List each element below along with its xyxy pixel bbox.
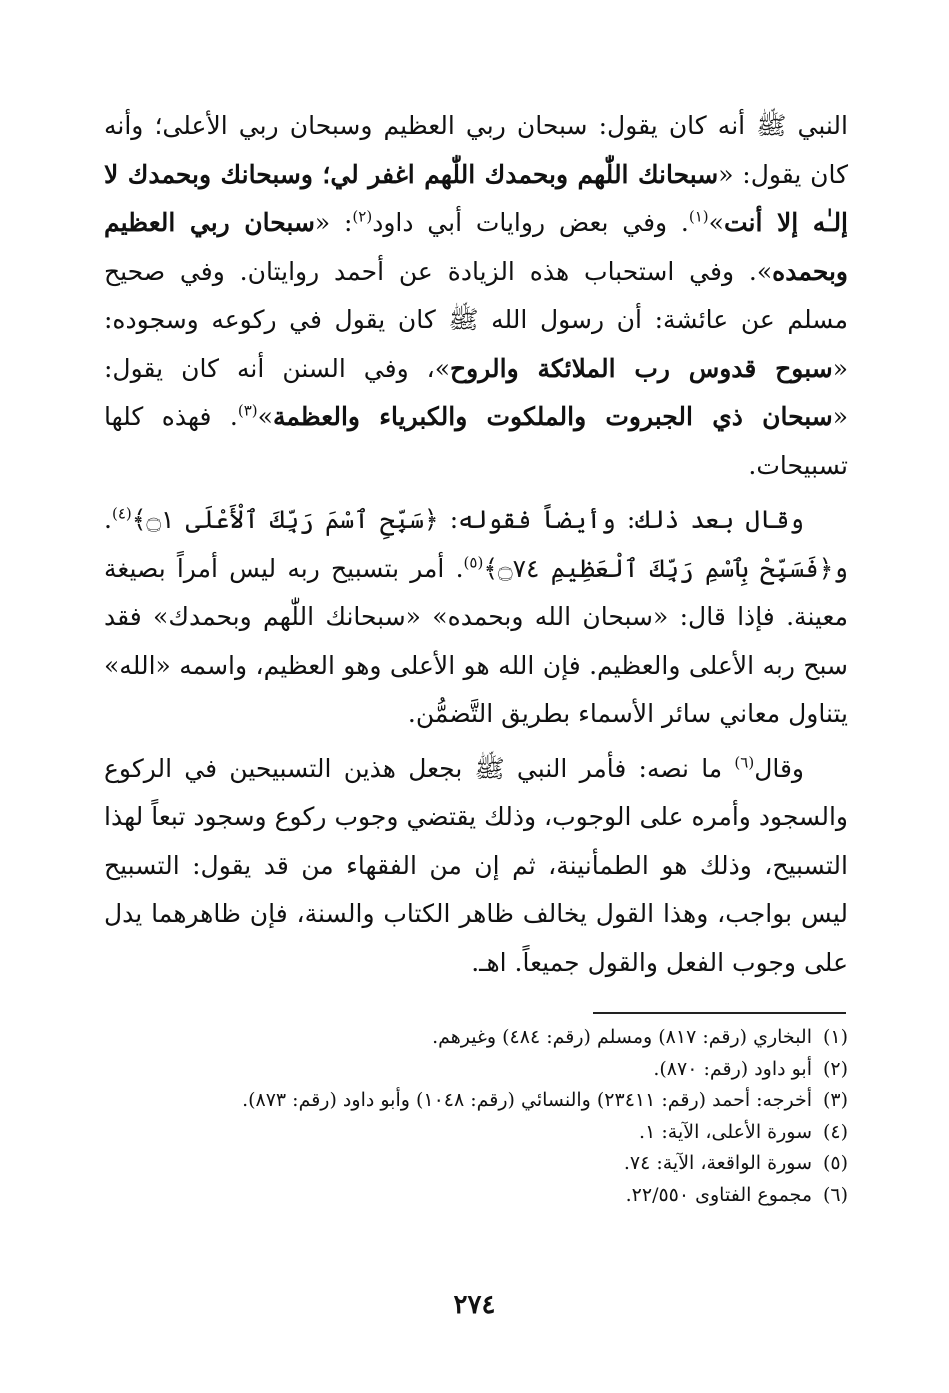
footnote-text: أبو داود (رقم: ٨٧٠). (653, 1057, 812, 1080)
footnote-item (104, 1022, 848, 1054)
paragraph (104, 745, 848, 988)
text-run: » (708, 208, 724, 237)
footnote-number: (٦) (822, 1183, 848, 1206)
footnote-number: (٥) (822, 1152, 848, 1174)
hadith-quote: سبوح قدوس رب الملائكة والروح (450, 353, 833, 383)
footnote-text: البخاري (رقم: ٨١٧) ومسلم (رقم: ٤٨٤) وغيرهم. (432, 1026, 812, 1048)
quran-verse: . و﴿فَسَبِّحْ بِٱسْمِ رَبِّكَ ٱلْعَظِيمِ ۝٧٤﴾ (104, 505, 848, 583)
footnote-item (104, 1180, 848, 1212)
footnote-ref: (١) (688, 207, 709, 226)
hadith-quote: سبحانك اللّٰهم وبحمدك اللّٰهم اغفر لي؛ وسبحانك وبحمدك لا إلـٰه إلا أنت (104, 159, 849, 237)
footnote-item (104, 1054, 848, 1086)
footnote-number: (١) (822, 1026, 848, 1048)
footnote-ref: (٢) (352, 207, 373, 226)
text-run: وقال (754, 753, 804, 783)
text-run: ما نصه: فأمر النبي ﷺ بجعل هذين التسبيحين في الركوع والسجود وأمره على الوجوب، وذلك يقتضي وجوب ركوع وسجود تبعاً لهذا التسبيح، وذلك هو الطمأنينة، ثم إن من الفقهاء من قد يقول: التسبيح ليس بواجب، وهذا القول يخالف ظاهر الكتاب والسنة، فإن ظاهرهما يدل على وجوب الفعل والقول جميعاً. اهـ. (104, 753, 848, 977)
hadith-quote: سبحان ربي العظيم وبحمده (104, 208, 848, 286)
paragraph (104, 496, 848, 739)
footnote-ref: (٦) (734, 753, 755, 772)
text-run: » (257, 402, 273, 431)
footnote-number: (٤) (822, 1120, 848, 1143)
footnote-ref: (٥) (463, 553, 484, 572)
text-run: . فهذه كلها تسبيحات. (104, 402, 848, 480)
text-run: : « (314, 208, 353, 237)
text-run: . وفي بعض روايات أبي داود (372, 208, 689, 237)
footnote-text: مجموع الفتاوى ٢٢/٥٥٠. (625, 1183, 812, 1206)
footnote-number: (٣) (822, 1089, 848, 1111)
footnote-ref: (٤) (111, 504, 132, 523)
footnote-item (104, 1148, 848, 1180)
paragraph (104, 102, 848, 490)
footnote-text: سورة الأعلى، الآية: ١. (639, 1120, 812, 1143)
footnotes (104, 1022, 848, 1211)
footnote-ref: (٣) (237, 401, 258, 420)
quran-verse: وقال بعد ذلك: وأيضاً فقوله: ﴿سَبِّحِ ٱسْمَ رَبِّكَ ٱلْأَعْلَى ۝١﴾ (131, 505, 804, 534)
text-run: النبي ﷺ أنه كان يقول: سبحان ربي العظيم وسبحان ربي الأعلى؛ وأنه كان يقول: « (104, 111, 848, 189)
footnote-text: سورة الواقعة، الآية: ٧٤. (623, 1152, 812, 1174)
text-run: . أمر بتسبيح ربه ليس أمراً بصيغة معينة. فإذا قال: «سبحان الله وبحمده» «سبحانك اللّٰهم وبحمدك» فقد سبح ربه الأعلى والعظيم. فإن الله هو الأعلى وهو العظيم، واسمه «الله» يتناول معاني سائر الأسماء بطريق التَّضمُّن. (104, 553, 848, 728)
footnote-item (104, 1117, 848, 1149)
main-text (104, 102, 848, 987)
text-run: ». وفي استحباب هذه الزيادة عن أحمد روايتان. وفي صحيح مسلم عن عائشة: أن رسول الله ﷺ كان يقول في ركوعه وسجوده: « (104, 256, 848, 383)
page-number: ٢٧٤ (453, 1290, 496, 1320)
footnote-item (104, 1085, 848, 1117)
text-run: »، وفي السنن أنه كان يقول: « (104, 353, 848, 431)
footnote-text: أخرجه: أحمد (رقم: ٢٣٤١١) والنسائي (رقم: ١٠٤٨) وأبو داود (رقم: ٨٧٣). (242, 1089, 812, 1111)
footnote-separator (593, 1012, 846, 1014)
hadith-quote: سبحان ذي الجبروت والملكوت والكبرياء والعظمة (272, 402, 833, 431)
footnote-number: (٢) (822, 1057, 848, 1080)
